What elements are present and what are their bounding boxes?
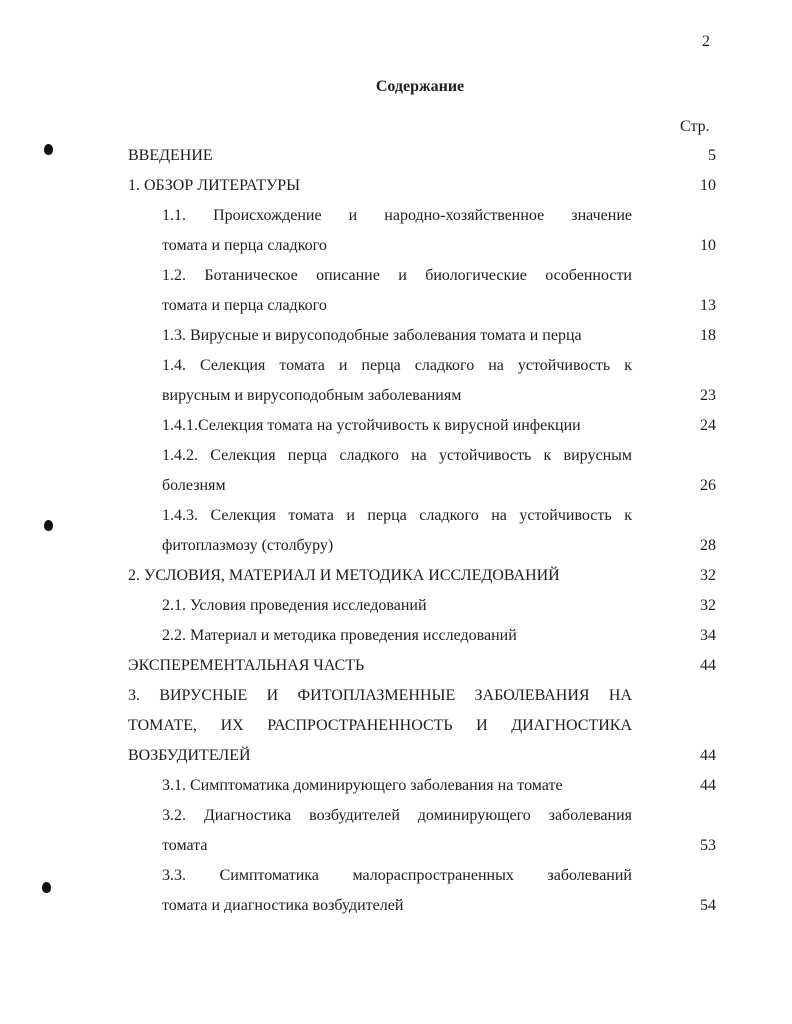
binder-hole-mark <box>42 882 51 893</box>
toc-page-number: 54 <box>700 897 716 914</box>
pages-column-label: Стр. <box>680 118 710 135</box>
toc-entry-experimental-part: ЭКСПЕРЕМЕНТАЛЬНАЯ ЧАСТЬ <box>128 657 365 674</box>
toc-entry-chapter-3-line-1: 3. ВИРУСНЫЕ И ФИТОПЛАЗМЕННЫЕ ЗАБОЛЕВАНИЯ НА <box>128 687 632 704</box>
toc-entry-1-4-3-line-1: 1.4.3. Селекция томата и перца сладкого на устойчивость к <box>162 507 632 524</box>
page-number: 2 <box>702 33 710 50</box>
toc-entry-1-3: 1.3. Вирусные и вирусоподобные заболевания томата и перца <box>162 327 582 344</box>
toc-entry-1-4-2-line-2: болезням <box>162 477 226 494</box>
toc-entry-1-1-line-1: 1.1. Происхождение и народно-хозяйственное значение <box>162 207 632 224</box>
toc-entry-introduction: ВВЕДЕНИЕ <box>128 147 213 164</box>
toc-entry-1-4-line-2: вирусным и вирусоподобным заболеваниям <box>162 387 462 404</box>
toc-entry-chapter-2: 2. УСЛОВИЯ, МАТЕРИАЛ И МЕТОДИКА ИССЛЕДОВАНИЙ <box>128 567 560 584</box>
toc-page-number: 32 <box>700 597 716 614</box>
toc-page-number: 32 <box>700 567 716 584</box>
toc-page-number: 10 <box>700 177 716 194</box>
toc-entry-2-1: 2.1. Условия проведения исследований <box>162 597 427 614</box>
toc-page-number: 44 <box>700 747 716 764</box>
toc-entry-1-4-1: 1.4.1.Селекция томата на устойчивость к вирусной инфекции <box>162 417 581 434</box>
toc-entry-1-4-2-line-1: 1.4.2. Селекция перца сладкого на устойчивость к вирусным <box>162 447 632 464</box>
toc-page-number: 10 <box>700 237 716 254</box>
toc-page-number: 5 <box>708 147 716 164</box>
toc-entry-1-4-line-1: 1.4. Селекция томата и перца сладкого на устойчивость к <box>162 357 632 374</box>
toc-entry-1-2-line-2: томата и перца сладкого <box>162 297 327 314</box>
toc-entry-chapter-3-line-2: ТОМАТЕ, ИХ РАСПРОСТРАНЕННОСТЬ И ДИАГНОСТИКА <box>128 717 632 734</box>
toc-page-number: 53 <box>700 837 716 854</box>
toc-page-number: 18 <box>700 327 716 344</box>
toc-page-number: 34 <box>700 627 716 644</box>
toc-entry-3-3-line-2: томата и диагностика возбудителей <box>162 897 404 914</box>
toc-page-number: 24 <box>700 417 716 434</box>
toc-entry-1-2-line-1: 1.2. Ботаническое описание и биологические особенности <box>162 267 632 284</box>
toc-page-number: 28 <box>700 537 716 554</box>
toc-entry-chapter-1: 1. ОБЗОР ЛИТЕРАТУРЫ <box>128 177 301 194</box>
page-title: Содержание <box>375 78 465 95</box>
toc-entry-1-4-3-line-2: фитоплазмозу (столбуру) <box>162 537 334 554</box>
binder-hole-mark <box>44 520 53 531</box>
toc-entry-3-2-line-1: 3.2. Диагностика возбудителей доминирующего заболевания <box>162 807 632 824</box>
toc-entry-chapter-3-line-3: ВОЗБУДИТЕЛЕЙ <box>128 747 251 764</box>
toc-page-number: 44 <box>700 657 716 674</box>
toc-entry-3-3-line-1: 3.3. Симптоматика малораспространенных заболеваний <box>162 867 632 884</box>
toc-page-number: 26 <box>700 477 716 494</box>
toc-entry-3-2-line-2: томата <box>162 837 208 854</box>
toc-entry-1-1-line-2: томата и перца сладкого <box>162 237 327 254</box>
toc-entry-2-2: 2.2. Материал и методика проведения исследований <box>162 627 517 644</box>
toc-page-number: 23 <box>700 387 716 404</box>
toc-page-number: 13 <box>700 297 716 314</box>
toc-page-number: 44 <box>700 777 716 794</box>
binder-hole-mark <box>44 144 53 155</box>
toc-entry-3-1: 3.1. Симптоматика доминирующего заболевания на томате <box>162 777 563 794</box>
